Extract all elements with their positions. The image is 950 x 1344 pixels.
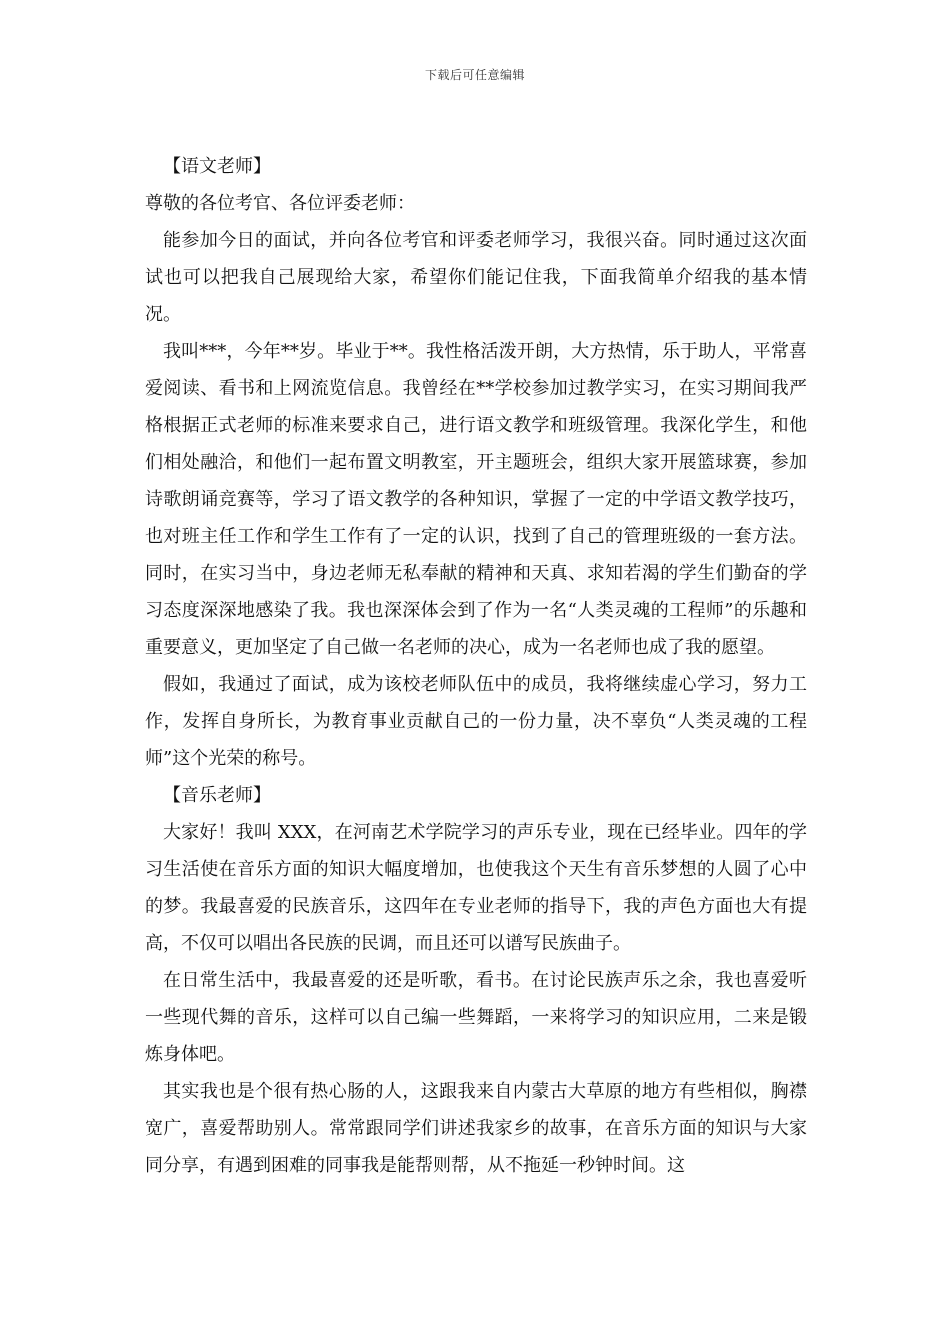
greeting-line: 尊敬的各位考官、各位评委老师： — [145, 193, 415, 214]
paragraph-background: 我叫***，今年**岁。毕业于**。我性格活泼开朗，大方热情，乐于助人，平常喜爱阅读、看书和上网流览信息。我曾经在**学校参加过教学实习，在实习期间我严格根据正式老师的标准来要求自己，进行语文教学和班级管理。我深化学生，和他们相处融洽，和他们一起布置文明教室，开主题班会，组织大家开展篮球赛，参加诗歌朗诵竞赛等，学习了语文教学的各种知识，掌握了一定的中学语文教学技巧，也对班主任工作和学生工作有了一定的认识，找到了自己的管理班级的一套方法。同时，在实习当中，身边老师无私奉献的精神和天真、求知若渴的学生们勤奋的学习态度深深地感染了我。我也深深体会到了作为一名“人类灵魂的工程师”的乐趣和重要意义，更加坚定了自己做一名老师的决心，成为一名老师也成了我的愿望。 — [145, 341, 807, 658]
paragraph-music-hobbies: 在日常生活中，我最喜爱的还是听歌，看书。在讨论民族声乐之余，我也喜爱听一些现代舞的音乐，这样可以自己编一些舞蹈，一来将学习的知识应用，二来是锻炼身体吧。 — [145, 970, 807, 1065]
section-heading-chinese-teacher: 【语文老师】 — [163, 156, 271, 177]
document-body — [145, 148, 807, 1184]
paragraph-music-personality: 其实我也是个很有热心肠的人，这跟我来自内蒙古大草原的地方有些相似，胸襟宽广，喜爱帮助别人。常常跟同学们讲述我家乡的故事，在音乐方面的知识与大家同分享，有遇到困难的同事我是能帮则帮，从不拖延一秒钟时间。这 — [145, 1081, 807, 1176]
section-heading-music-teacher: 【音乐老师】 — [163, 785, 271, 806]
paragraph-music-intro: 大家好！我叫 XXX，在河南艺术学院学习的声乐专业，现在已经毕业。四年的学习生活使在音乐方面的知识大幅度增加，也使我这个天生有音乐梦想的人圆了心中的梦。我最喜爱的民族音乐，这四年在专业老师的指导下，我的声色方面也大有提高，不仅可以唱出各民族的民调，而且还可以谱写民族曲子。 — [145, 822, 807, 954]
page-header: 下载后可任意编辑 — [424, 68, 525, 82]
paragraph-commitment: 假如，我通过了面试，成为该校老师队伍中的成员，我将继续虚心学习，努力工作，发挥自身所长，为教育事业贡献自己的一份力量，决不辜负“人类灵魂的工程师”这个光荣的称号。 — [145, 674, 807, 769]
paragraph-intro: 能参加今日的面试，并向各位考官和评委老师学习，我很兴奋。同时通过这次面试也可以把我自己展现给大家，希望你们能记住我，下面我简单介绍我的基本情况。 — [145, 230, 807, 325]
